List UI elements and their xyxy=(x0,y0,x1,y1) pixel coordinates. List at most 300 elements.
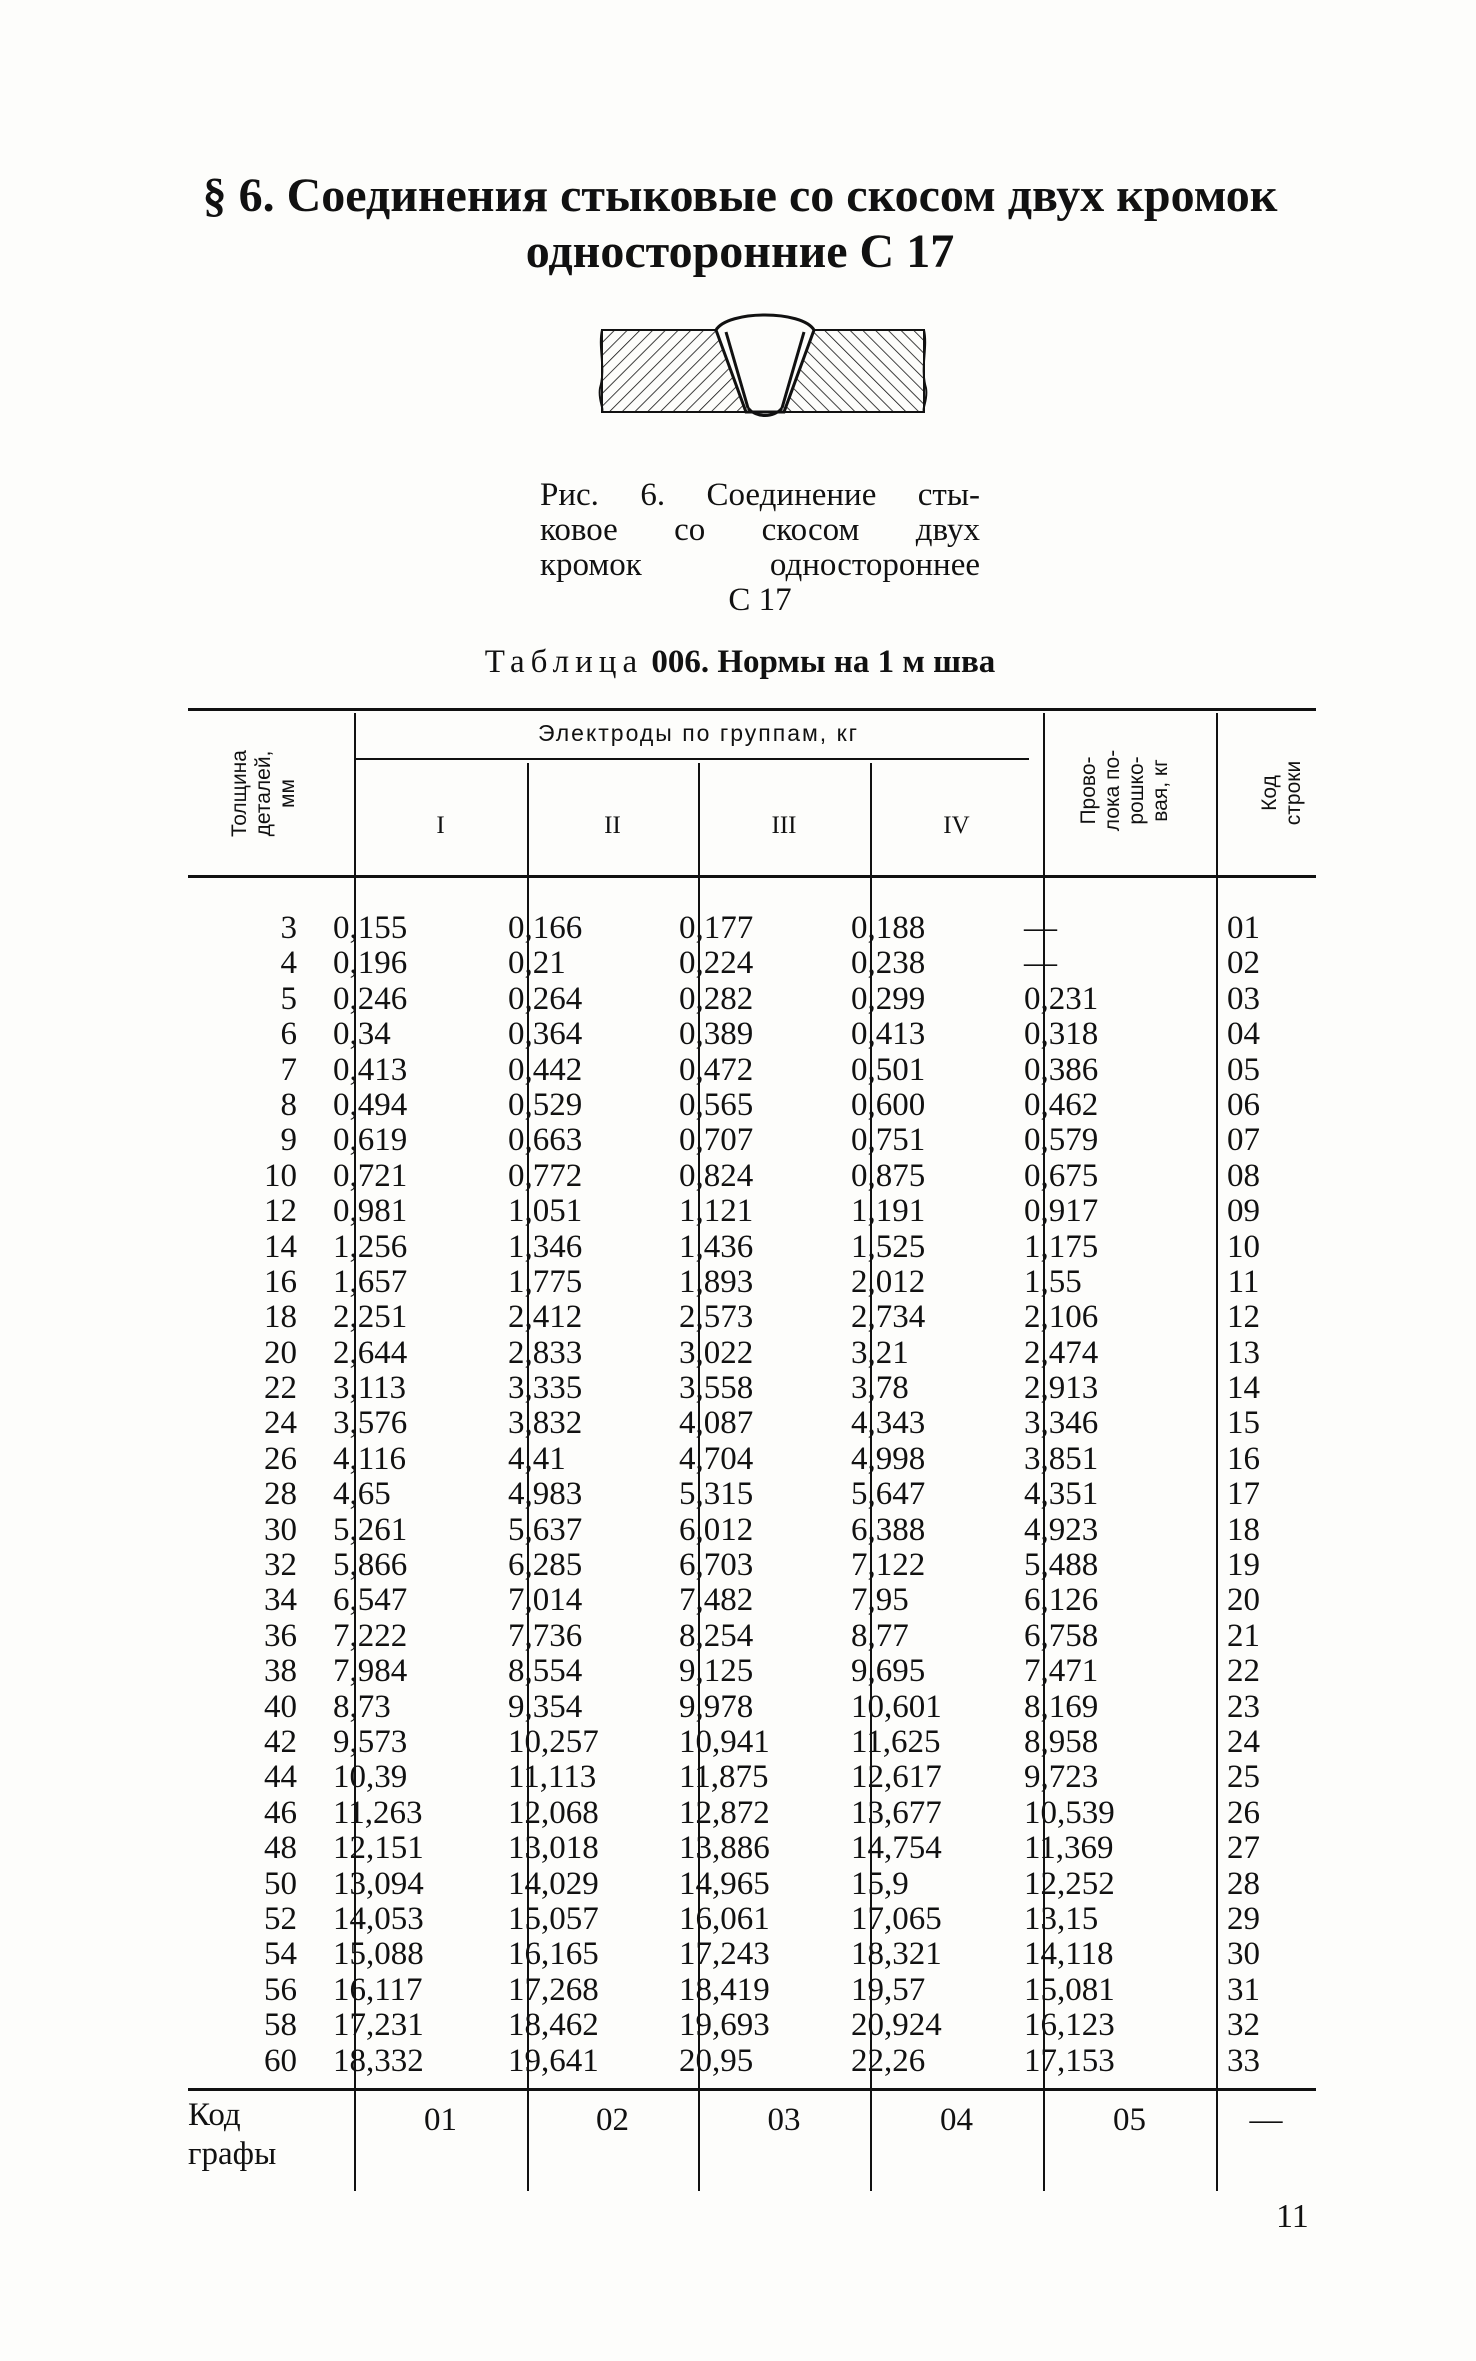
cell-group-II: 0,166 xyxy=(508,910,583,946)
cell-group-III: 0,224 xyxy=(679,945,754,982)
cell-row-code: 15 xyxy=(1227,1405,1260,1442)
cell-group-IV: 12,617 xyxy=(851,1759,942,1796)
table-row xyxy=(188,1088,1316,1123)
cell-group-III: 1,121 xyxy=(679,1193,754,1230)
table-row xyxy=(188,1548,1316,1583)
cell-group-I: 12,151 xyxy=(333,1830,424,1867)
cell-row-code: 17 xyxy=(1227,1476,1260,1513)
cell-group-I: 16,117 xyxy=(333,1971,423,2008)
cell-row-code: 05 xyxy=(1227,1051,1260,1088)
cell-wire: 0,675 xyxy=(1024,1157,1099,1194)
header-group-I: I xyxy=(436,812,445,839)
cell-group-IV: 10,601 xyxy=(851,1688,942,1725)
cell-wire: 5,488 xyxy=(1024,1547,1099,1584)
cell-group-III: 0,282 xyxy=(679,980,754,1017)
cell-group-I: 2,644 xyxy=(333,1334,408,1371)
cell-group-IV: 19,57 xyxy=(851,1971,926,2008)
header-wire-line1: Прово- xyxy=(1077,756,1100,825)
cell-wire: 11,369 xyxy=(1024,1830,1114,1867)
cell-row-code: 24 xyxy=(1227,1723,1260,1760)
cell-group-III: 0,472 xyxy=(679,1051,754,1088)
cell-wire: — xyxy=(1024,910,1057,946)
cell-thickness: 14 xyxy=(264,1228,297,1265)
cell-group-II: 17,268 xyxy=(508,1971,599,2008)
cell-group-I: 1,256 xyxy=(333,1228,408,1265)
cell-row-code: 25 xyxy=(1227,1759,1260,1796)
cell-wire: 0,386 xyxy=(1024,1051,1099,1088)
cell-group-I: 10,39 xyxy=(333,1759,408,1796)
table-row xyxy=(188,911,1316,946)
cell-group-III: 3,022 xyxy=(679,1334,754,1371)
cell-thickness: 16 xyxy=(264,1263,297,1300)
table-row xyxy=(188,1300,1316,1335)
header-row-code-line1: Код xyxy=(1258,775,1281,811)
table-row xyxy=(188,1690,1316,1725)
cell-group-III: 4,087 xyxy=(679,1405,754,1442)
cell-group-IV: 20,924 xyxy=(851,2007,942,2044)
cell-wire: 3,851 xyxy=(1024,1440,1099,1477)
cell-row-code: 03 xyxy=(1227,980,1260,1017)
cell-group-II: 18,462 xyxy=(508,2007,599,2044)
cell-group-II: 12,068 xyxy=(508,1794,599,1831)
cell-row-code: 33 xyxy=(1227,2042,1260,2079)
table-row xyxy=(188,1831,1316,1866)
cell-group-III: 16,061 xyxy=(679,1900,770,1937)
cell-wire: 15,081 xyxy=(1024,1971,1115,2008)
cell-wire: 0,231 xyxy=(1024,980,1099,1017)
table-title xyxy=(190,644,1290,681)
cell-row-code: 31 xyxy=(1227,1971,1260,2008)
cell-thickness: 30 xyxy=(264,1511,297,1548)
cell-group-III: 9,125 xyxy=(679,1653,754,1690)
cell-row-code: 32 xyxy=(1227,2007,1260,2044)
cell-group-IV: 17,065 xyxy=(851,1900,942,1937)
cell-group-II: 7,736 xyxy=(508,1617,583,1654)
header-thickness-line1: Толщина xyxy=(228,750,251,837)
table-top-rule xyxy=(188,708,1316,711)
group-header-rule xyxy=(354,758,1029,760)
cell-thickness: 46 xyxy=(264,1794,297,1831)
table-row xyxy=(188,1796,1316,1831)
cell-group-II: 2,833 xyxy=(508,1334,583,1371)
cell-wire: 12,252 xyxy=(1024,1865,1115,1902)
table-row xyxy=(188,1477,1316,1512)
cell-thickness: 38 xyxy=(264,1653,297,1690)
cell-group-II: 0,442 xyxy=(508,1051,583,1088)
table-row xyxy=(188,946,1316,981)
cell-group-I: 0,721 xyxy=(333,1157,408,1194)
cell-thickness: 20 xyxy=(264,1334,297,1371)
cell-row-code: 04 xyxy=(1227,1016,1260,1053)
cell-row-code: 21 xyxy=(1227,1617,1260,1654)
footer-code-col5: 05 xyxy=(1113,2102,1146,2138)
cell-group-III: 0,824 xyxy=(679,1157,754,1194)
footer-code-col2: 02 xyxy=(596,2102,629,2138)
cell-group-IV: 9,695 xyxy=(851,1653,926,1690)
cell-group-II: 1,051 xyxy=(508,1193,583,1230)
cell-group-I: 17,231 xyxy=(333,2007,424,2044)
cell-group-III: 0,177 xyxy=(679,910,754,946)
table-title-rest: 006. Нормы на 1 м шва xyxy=(643,644,996,680)
cell-group-II: 10,257 xyxy=(508,1723,599,1760)
footer-code-col1: 01 xyxy=(424,2102,457,2138)
section-title-line2: односторонние С 17 xyxy=(525,225,955,278)
cell-group-II: 16,165 xyxy=(508,1936,599,1973)
cell-group-II: 2,412 xyxy=(508,1299,583,1336)
table-row xyxy=(188,1442,1316,1477)
cell-group-II: 13,018 xyxy=(508,1830,599,1867)
header-group-III: III xyxy=(771,812,797,839)
cell-group-III: 18,419 xyxy=(679,1971,770,2008)
header-bottom-rule xyxy=(188,875,1316,878)
cell-group-IV: 5,647 xyxy=(851,1476,926,1513)
cell-wire: 1,175 xyxy=(1024,1228,1099,1265)
table-row xyxy=(188,2008,1316,2043)
cell-wire: 2,474 xyxy=(1024,1334,1099,1371)
cell-group-IV: 1,191 xyxy=(851,1193,926,1230)
cell-row-code: 09 xyxy=(1227,1193,1260,1230)
table-row xyxy=(188,1513,1316,1548)
cell-group-III: 0,389 xyxy=(679,1016,754,1053)
cell-group-II: 9,354 xyxy=(508,1688,583,1725)
cell-group-IV: 1,525 xyxy=(851,1228,926,1265)
cell-thickness: 7 xyxy=(280,1051,297,1088)
cell-group-II: 4,983 xyxy=(508,1476,583,1513)
cell-group-I: 4,65 xyxy=(333,1476,391,1513)
cell-wire: 2,106 xyxy=(1024,1299,1099,1336)
table-row xyxy=(188,2044,1316,2079)
cell-group-IV: 13,677 xyxy=(851,1794,942,1831)
cell-row-code: 30 xyxy=(1227,1936,1260,1973)
cell-group-I: 14,053 xyxy=(333,1900,424,1937)
cell-thickness: 6 xyxy=(280,1016,297,1053)
cell-group-II: 0,529 xyxy=(508,1086,583,1123)
cell-row-code: 23 xyxy=(1227,1688,1260,1725)
table-row xyxy=(188,1159,1316,1194)
cell-group-IV: 0,501 xyxy=(851,1051,926,1088)
cell-group-IV: 2,012 xyxy=(851,1263,926,1300)
cell-wire: 0,917 xyxy=(1024,1193,1099,1230)
cell-wire: 0,318 xyxy=(1024,1016,1099,1053)
cell-thickness: 22 xyxy=(264,1370,297,1407)
footer-label-line1: Код xyxy=(188,2097,241,2133)
cell-group-III: 1,436 xyxy=(679,1228,754,1265)
cell-group-I: 9,573 xyxy=(333,1723,408,1760)
cell-group-IV: 0,875 xyxy=(851,1157,926,1194)
cell-group-IV: 8,77 xyxy=(851,1617,909,1654)
cell-group-IV: 6,388 xyxy=(851,1511,926,1548)
cell-group-III: 0,565 xyxy=(679,1086,754,1123)
table-row xyxy=(188,1654,1316,1689)
cell-row-code: 27 xyxy=(1227,1830,1260,1867)
cell-group-III: 3,558 xyxy=(679,1370,754,1407)
table-row xyxy=(188,1406,1316,1441)
table-row xyxy=(188,1053,1316,1088)
cell-group-IV: 7,122 xyxy=(851,1547,926,1584)
cell-wire: 2,913 xyxy=(1024,1370,1099,1407)
cell-wire: 10,539 xyxy=(1024,1794,1115,1831)
cell-thickness: 56 xyxy=(264,1971,297,2008)
cell-row-code: 13 xyxy=(1227,1334,1260,1371)
cell-row-code: 10 xyxy=(1227,1228,1260,1265)
cell-group-I: 0,246 xyxy=(333,980,408,1017)
cell-wire: — xyxy=(1024,945,1057,982)
cell-group-II: 5,637 xyxy=(508,1511,583,1548)
cell-row-code: 28 xyxy=(1227,1865,1260,1902)
cell-row-code: 16 xyxy=(1227,1440,1260,1477)
cell-row-code: 22 xyxy=(1227,1653,1260,1690)
table-row xyxy=(188,1937,1316,1972)
cell-group-III: 20,95 xyxy=(679,2042,754,2079)
cell-group-III: 2,573 xyxy=(679,1299,754,1336)
cell-group-I: 3,576 xyxy=(333,1405,408,1442)
cell-group-IV: 4,343 xyxy=(851,1405,926,1442)
cell-thickness: 44 xyxy=(264,1759,297,1796)
cell-wire: 8,169 xyxy=(1024,1688,1099,1725)
cell-group-II: 15,057 xyxy=(508,1900,599,1937)
cell-group-II: 19,641 xyxy=(508,2042,599,2079)
cell-wire: 13,15 xyxy=(1024,1900,1099,1937)
cell-thickness: 28 xyxy=(264,1476,297,1513)
cell-wire: 0,579 xyxy=(1024,1122,1099,1159)
cell-group-I: 5,866 xyxy=(333,1547,408,1584)
cell-group-II: 1,346 xyxy=(508,1228,583,1265)
cell-row-code: 18 xyxy=(1227,1511,1260,1548)
cell-thickness: 10 xyxy=(264,1157,297,1194)
cell-thickness: 34 xyxy=(264,1582,297,1619)
figure-caption-line4: С 17 xyxy=(728,582,792,618)
cell-row-code: 11 xyxy=(1227,1263,1260,1300)
cell-group-IV: 15,9 xyxy=(851,1865,909,1902)
header-wire-line4: вая, кг xyxy=(1149,759,1172,822)
cell-group-I: 2,251 xyxy=(333,1299,408,1336)
cell-group-III: 8,254 xyxy=(679,1617,754,1654)
cell-wire: 17,153 xyxy=(1024,2042,1115,2079)
cell-group-I: 0,34 xyxy=(333,1016,391,1053)
cell-wire: 8,958 xyxy=(1024,1723,1099,1760)
cell-thickness: 54 xyxy=(264,1936,297,1973)
header-row-code-line2: строки xyxy=(1282,760,1305,826)
cell-group-II: 3,832 xyxy=(508,1405,583,1442)
cell-group-I: 15,088 xyxy=(333,1936,424,1973)
figure-caption-line3: кромок одностороннее xyxy=(540,547,980,583)
table-row xyxy=(188,1371,1316,1406)
cell-group-I: 0,619 xyxy=(333,1122,408,1159)
cell-thickness: 40 xyxy=(264,1688,297,1725)
cell-group-IV: 22,26 xyxy=(851,2042,926,2079)
cell-group-I: 11,263 xyxy=(333,1794,423,1831)
table-row xyxy=(188,1867,1316,1902)
cell-row-code: 19 xyxy=(1227,1547,1260,1584)
cell-group-III: 14,965 xyxy=(679,1865,770,1902)
table-row xyxy=(188,1760,1316,1795)
cell-group-I: 6,547 xyxy=(333,1582,408,1619)
cell-group-III: 4,704 xyxy=(679,1440,754,1477)
header-thickness-line3: мм xyxy=(276,779,299,808)
cell-group-I: 18,332 xyxy=(333,2042,424,2079)
cell-row-code: 14 xyxy=(1227,1370,1260,1407)
cell-group-IV: 7,95 xyxy=(851,1582,909,1619)
cell-wire: 4,923 xyxy=(1024,1511,1099,1548)
cell-row-code: 29 xyxy=(1227,1900,1260,1937)
table-row xyxy=(188,1336,1316,1371)
cell-thickness: 52 xyxy=(264,1900,297,1937)
cell-group-I: 0,155 xyxy=(333,910,408,946)
cell-group-IV: 0,238 xyxy=(851,945,926,982)
cell-group-II: 8,554 xyxy=(508,1653,583,1690)
cell-thickness: 58 xyxy=(264,2007,297,2044)
cell-group-I: 0,196 xyxy=(333,945,408,982)
cell-group-I: 4,116 xyxy=(333,1440,407,1477)
cell-group-III: 0,707 xyxy=(679,1122,754,1159)
cell-group-II: 7,014 xyxy=(508,1582,583,1619)
header-row-code xyxy=(1258,728,1306,858)
figure-caption-line2: ковое со скосом двух xyxy=(540,512,980,548)
table-row xyxy=(188,1194,1316,1229)
cell-row-code: 12 xyxy=(1227,1299,1260,1336)
cell-group-I: 0,981 xyxy=(333,1193,408,1230)
cell-group-III: 7,482 xyxy=(679,1582,754,1619)
header-group-IV: IV xyxy=(943,812,970,839)
table-row xyxy=(188,1123,1316,1158)
cell-group-II: 3,335 xyxy=(508,1370,583,1407)
cell-group-II: 0,663 xyxy=(508,1122,583,1159)
table-row xyxy=(188,1973,1316,2008)
cell-group-I: 13,094 xyxy=(333,1865,424,1902)
cell-group-IV: 4,998 xyxy=(851,1440,926,1477)
cell-group-II: 4,41 xyxy=(508,1440,566,1477)
cell-group-III: 19,693 xyxy=(679,2007,770,2044)
weld-joint-figure xyxy=(598,308,928,428)
cell-wire: 3,346 xyxy=(1024,1405,1099,1442)
table-row xyxy=(188,1619,1316,1654)
header-thickness-line2: деталей, xyxy=(252,750,275,837)
cell-group-I: 1,657 xyxy=(333,1263,408,1300)
cell-wire: 14,118 xyxy=(1024,1936,1114,1973)
cell-group-III: 10,941 xyxy=(679,1723,770,1760)
cell-group-IV: 0,188 xyxy=(851,910,926,946)
table-row xyxy=(188,982,1316,1017)
cell-wire: 9,723 xyxy=(1024,1759,1099,1796)
cell-group-IV: 3,21 xyxy=(851,1334,909,1371)
header-wire xyxy=(1077,718,1173,863)
cell-group-III: 11,875 xyxy=(679,1759,769,1796)
cell-group-I: 0,413 xyxy=(333,1051,408,1088)
cell-group-I: 7,222 xyxy=(333,1617,408,1654)
table-row xyxy=(188,1265,1316,1300)
cell-group-IV: 0,751 xyxy=(851,1122,926,1159)
cell-group-II: 1,775 xyxy=(508,1263,583,1300)
header-group-II: II xyxy=(604,812,621,839)
cell-group-III: 5,315 xyxy=(679,1476,754,1513)
cell-row-code: 01 xyxy=(1227,910,1260,946)
cell-group-III: 1,893 xyxy=(679,1263,754,1300)
cell-group-IV: 0,299 xyxy=(851,980,926,1017)
footer-label xyxy=(188,2096,276,2174)
footer-label-line2: графы xyxy=(188,2136,277,2172)
cell-group-II: 0,21 xyxy=(508,945,566,982)
cell-thickness: 5 xyxy=(280,980,297,1017)
cell-thickness: 18 xyxy=(264,1299,297,1336)
figure-caption-line1: Рис. 6. Соединение сты- xyxy=(540,477,980,513)
footer-code-col6: — xyxy=(1249,2102,1283,2138)
cell-thickness: 32 xyxy=(264,1547,297,1584)
cell-wire: 6,758 xyxy=(1024,1617,1099,1654)
cell-group-II: 14,029 xyxy=(508,1865,599,1902)
cell-thickness: 60 xyxy=(264,2042,297,2079)
cell-row-code: 07 xyxy=(1227,1122,1260,1159)
cell-group-II: 0,772 xyxy=(508,1157,583,1194)
cell-group-I: 5,261 xyxy=(333,1511,408,1548)
cell-thickness: 9 xyxy=(280,1122,297,1159)
table-row xyxy=(188,1583,1316,1618)
cell-group-IV: 2,734 xyxy=(851,1299,926,1336)
cell-thickness: 12 xyxy=(264,1193,297,1230)
cell-thickness: 50 xyxy=(264,1865,297,1902)
table-title-prefix: Таблица xyxy=(484,644,644,680)
cell-row-code: 06 xyxy=(1227,1086,1260,1123)
body-bottom-rule xyxy=(188,2088,1316,2091)
header-wire-line3: рошко- xyxy=(1125,756,1148,825)
section-title xyxy=(190,168,1290,280)
cell-group-III: 17,243 xyxy=(679,1936,770,1973)
cell-group-IV: 14,754 xyxy=(851,1830,942,1867)
cell-group-I: 7,984 xyxy=(333,1653,408,1690)
cell-thickness: 42 xyxy=(264,1723,297,1760)
cell-group-III: 13,886 xyxy=(679,1830,770,1867)
cell-row-code: 02 xyxy=(1227,945,1260,982)
cell-group-I: 3,113 xyxy=(333,1370,407,1407)
cell-group-II: 11,113 xyxy=(508,1759,597,1796)
cell-group-IV: 18,321 xyxy=(851,1936,942,1973)
section-title-line1: § 6. Соединения стыковые со скосом двух кромок xyxy=(202,169,1278,222)
cell-wire: 0,462 xyxy=(1024,1086,1099,1123)
cell-wire: 4,351 xyxy=(1024,1476,1099,1513)
cell-group-II: 0,264 xyxy=(508,980,583,1017)
page-number: 11 xyxy=(1276,2198,1309,2235)
cell-thickness: 26 xyxy=(264,1440,297,1477)
footer-code-col3: 03 xyxy=(767,2102,801,2138)
cell-group-II: 6,285 xyxy=(508,1547,583,1584)
cell-wire: 16,123 xyxy=(1024,2007,1115,2044)
cell-group-II: 0,364 xyxy=(508,1016,583,1053)
cell-group-III: 12,872 xyxy=(679,1794,770,1831)
table-body xyxy=(188,911,1316,2079)
cell-thickness: 4 xyxy=(280,945,297,982)
cell-thickness: 36 xyxy=(264,1617,297,1654)
cell-thickness: 48 xyxy=(264,1830,297,1867)
footer-code-col4: 04 xyxy=(940,2102,973,2138)
table-row xyxy=(188,1230,1316,1265)
cell-group-I: 8,73 xyxy=(333,1688,391,1725)
cell-thickness: 24 xyxy=(264,1405,297,1442)
cell-wire: 1,55 xyxy=(1024,1263,1082,1300)
cell-group-I: 0,494 xyxy=(333,1086,408,1123)
cell-row-code: 08 xyxy=(1227,1157,1260,1194)
header-electrodes-group: Электроды по группам, кг xyxy=(537,720,860,746)
cell-thickness: 3 xyxy=(280,910,297,946)
cell-group-III: 6,703 xyxy=(679,1547,754,1584)
header-thickness xyxy=(228,721,300,866)
figure-caption xyxy=(540,478,980,618)
table-row xyxy=(188,1725,1316,1760)
cell-group-III: 6,012 xyxy=(679,1511,754,1548)
table-row xyxy=(188,1017,1316,1052)
table-row xyxy=(188,1902,1316,1937)
cell-group-III: 9,978 xyxy=(679,1688,754,1725)
cell-group-IV: 3,78 xyxy=(851,1370,909,1407)
header-wire-line2: лока по- xyxy=(1101,749,1124,832)
